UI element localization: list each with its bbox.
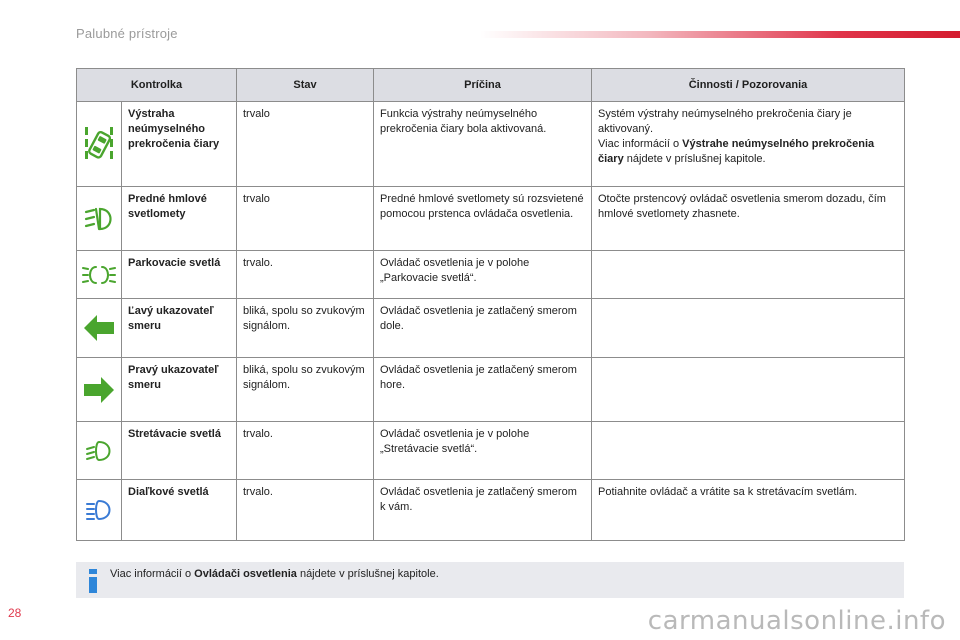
table-row (77, 102, 905, 187)
light-cause: Ovládač osvetlenia je zatlačený smerom k vám. (374, 480, 592, 541)
icon-cell (77, 299, 122, 358)
light-state: trvalo (237, 187, 374, 251)
light-action: Potiahnite ovládač a vrátite sa k stretávacím svetlám. (592, 480, 905, 541)
table-row (77, 480, 905, 541)
info-text-part: nájdete v príslušnej kapitole. (296, 568, 439, 580)
icon-cell (77, 251, 122, 299)
light-name: Predné hmlové svetlomety (122, 187, 237, 251)
action-text: Systém výstrahy neúmyselného prekročenia čiary je aktivovaný. (598, 108, 852, 135)
light-name: Stretávacie svetlá (122, 422, 237, 480)
light-action (592, 358, 905, 422)
right-turn-indicator-icon (83, 376, 115, 404)
header-accent-bar (480, 31, 960, 38)
header-cinnosti: Činnosti / Pozorovania (592, 69, 905, 102)
action-bold-link: Výstrahe neúmyselného prekročenia čiary (598, 138, 875, 165)
icon-cell (77, 102, 122, 187)
table-row (77, 358, 905, 422)
lane-departure-warning-icon (83, 125, 115, 163)
light-action (592, 251, 905, 299)
header-pricina: Príčina (374, 69, 592, 102)
light-cause: Predné hmlové svetlomety sú rozsvietené pomocou prstenca ovládača osvetlenia. (374, 187, 592, 251)
main-beam-icon (85, 499, 113, 521)
table-header-row (77, 69, 905, 102)
light-action (592, 422, 905, 480)
warning-lights-table (76, 68, 905, 541)
action-text: Viac informácií o (598, 138, 683, 150)
parking-lights-icon (82, 264, 116, 286)
light-cause: Ovládač osvetlenia je v polohe „Stretávacie svetlá“. (374, 422, 592, 480)
info-icon (86, 568, 100, 594)
header-stav: Stav (237, 69, 374, 102)
light-action: Otočte prstencový ovládač osvetlenia smerom dozadu, čím hmlové svetlomety zhasnete. (592, 187, 905, 251)
info-note (76, 562, 904, 598)
page-number: 28 (8, 606, 22, 620)
light-cause: Ovládač osvetlenia je v polohe „Parkovacie svetlá“. (374, 251, 592, 299)
light-name: Parkovacie svetlá (122, 251, 237, 299)
table-row (77, 422, 905, 480)
light-cause: Ovládač osvetlenia je zatlačený smerom dole. (374, 299, 592, 358)
table-row (77, 299, 905, 358)
dipped-beam-icon (85, 440, 113, 462)
icon-cell (77, 422, 122, 480)
left-turn-indicator-icon (83, 314, 115, 342)
table-row (77, 251, 905, 299)
header-kontrolka: Kontrolka (77, 69, 237, 102)
table-row (77, 187, 905, 251)
light-cause: Ovládač osvetlenia je zatlačený smerom hore. (374, 358, 592, 422)
light-action (592, 102, 905, 187)
info-text (110, 568, 439, 580)
info-bold-link: Ovládači osvetlenia (194, 568, 297, 580)
light-state: trvalo. (237, 251, 374, 299)
light-action (592, 299, 905, 358)
light-state: trvalo. (237, 480, 374, 541)
info-text-part: Viac informácií o (110, 568, 195, 580)
light-name: Výstraha neúmyselného prekročenia čiary (122, 102, 237, 187)
icon-cell (77, 358, 122, 422)
light-state: bliká, spolu so zvukovým signálom. (237, 358, 374, 422)
light-state: trvalo (237, 102, 374, 187)
action-text: nájdete v príslušnej kapitole. (623, 153, 766, 165)
light-state: bliká, spolu so zvukovým signálom. (237, 299, 374, 358)
light-name: Pravý ukazovateľ smeru (122, 358, 237, 422)
light-name: Diaľkové svetlá (122, 480, 237, 541)
section-title: Palubné prístroje (76, 26, 178, 41)
icon-cell (77, 187, 122, 251)
light-name: Ľavý ukazovateľ smeru (122, 299, 237, 358)
watermark: carmanualsonline.info (647, 606, 946, 636)
light-state: trvalo. (237, 422, 374, 480)
icon-cell (77, 480, 122, 541)
front-fog-lights-icon (84, 206, 114, 232)
light-cause: Funkcia výstrahy neúmyselného prekročenia čiary bola aktivovaná. (374, 102, 592, 187)
